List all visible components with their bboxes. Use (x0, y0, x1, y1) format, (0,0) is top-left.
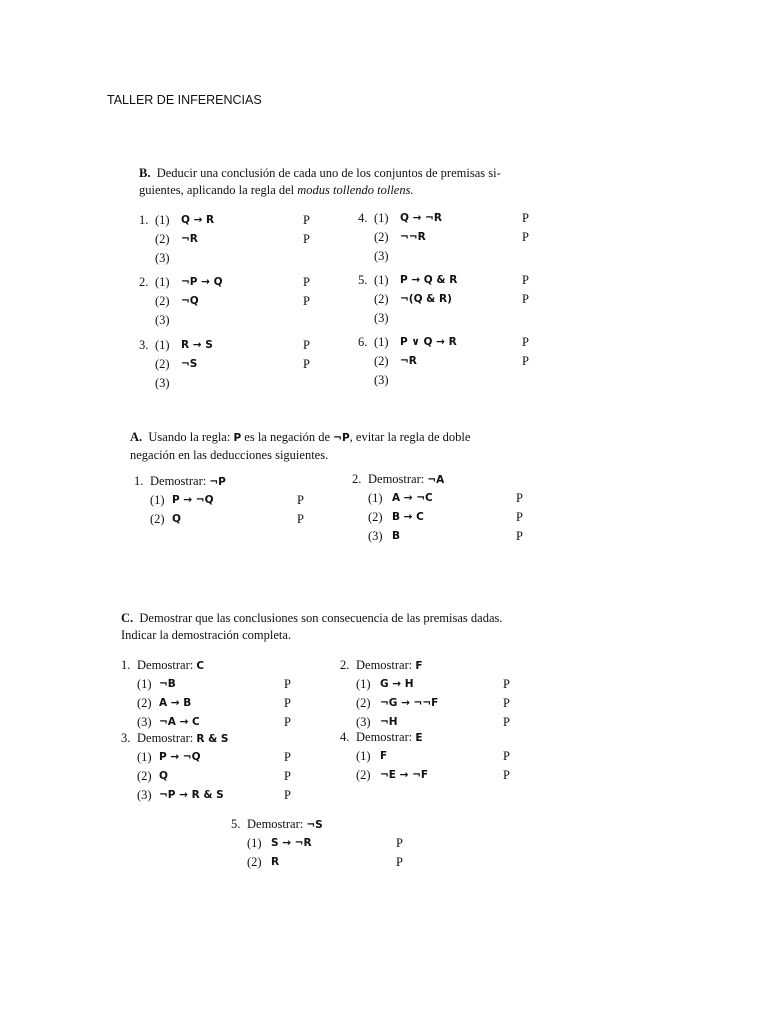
exercise-number: 4. (358, 211, 368, 225)
exercise-title (340, 656, 530, 675)
line-index: (3) (368, 529, 383, 543)
premise-label: P (284, 750, 291, 764)
formula: ¬H (380, 716, 398, 728)
exercise-number: 2. (340, 658, 350, 672)
formula: P ∨ Q → R (400, 336, 457, 348)
exercise-number: 5. (231, 817, 241, 831)
demostrar-label: Demostrar: (137, 658, 194, 672)
line-index: (3) (155, 376, 170, 390)
formula: Q (172, 513, 181, 525)
exercise-title (121, 656, 311, 675)
demostrar-label: Demostrar: (356, 730, 413, 744)
formula: P → ¬Q (172, 494, 214, 506)
exercise-number: 4. (340, 730, 350, 744)
section-c-text: Demostrar que las conclusiones son consecuencia de las premisas dadas. (139, 611, 503, 625)
exercise-number: 5. (358, 273, 368, 287)
goal-formula: ¬A (427, 474, 445, 486)
c-exercise-4 (340, 728, 530, 785)
formula: ¬P (333, 432, 350, 444)
premise-label: P (516, 529, 523, 543)
demostrar-label: Demostrar: (137, 731, 194, 745)
section-c-heading (121, 610, 551, 644)
section-c-letter: C. (121, 611, 134, 625)
exercise-line (121, 748, 311, 767)
line-index: (2) (150, 512, 165, 526)
formula: B → C (392, 511, 424, 523)
line-index: (2) (155, 232, 170, 246)
formula: P → Q & R (400, 274, 458, 286)
b-exercise-1 (139, 211, 339, 268)
exercise-line (340, 675, 530, 694)
exercise-title (121, 729, 311, 748)
line-index: (1) (374, 273, 389, 287)
premise-label: P (516, 491, 523, 505)
exercise-number: 3. (121, 731, 131, 745)
exercise-line (358, 247, 538, 266)
b-exercise-4 (358, 209, 538, 266)
b-exercise-2 (139, 273, 339, 330)
exercise-line (358, 271, 538, 290)
premise-label: P (297, 512, 304, 526)
line-index: (1) (137, 677, 152, 691)
formula: B (392, 530, 401, 542)
formula: P → ¬Q (159, 751, 201, 763)
exercise-number: 1. (139, 213, 149, 227)
page-title: TALLER DE INFERENCIAS (107, 93, 262, 107)
exercise-number: 2. (352, 472, 362, 486)
line-index: (3) (137, 715, 152, 729)
exercise-title-text (137, 729, 228, 749)
demostrar-label: Demostrar: (356, 658, 413, 672)
premise-label: P (522, 211, 529, 225)
exercise-line (231, 853, 421, 872)
exercise-line (139, 249, 339, 268)
a-exercise-2 (352, 470, 542, 546)
premise-label: P (284, 696, 291, 710)
formula: S → ¬R (271, 837, 312, 849)
exercise-number: 3. (139, 338, 149, 352)
exercise-line (358, 228, 538, 247)
section-a-letter: A. (130, 430, 143, 444)
exercise-line (121, 675, 311, 694)
goal-formula: C (196, 660, 205, 672)
line-index: (1) (137, 750, 152, 764)
b-exercise-5 (358, 271, 538, 328)
line-index: (1) (155, 275, 170, 289)
premise-label: P (284, 715, 291, 729)
premise-label: P (503, 768, 510, 782)
section-a-text: negación en las deducciones siguientes. (130, 448, 329, 462)
line-index: (2) (155, 357, 170, 371)
goal-formula: R & S (196, 733, 229, 745)
exercise-line (358, 290, 538, 309)
exercise-title (352, 470, 542, 489)
goal-formula: ¬S (306, 819, 323, 831)
exercise-title-text (356, 656, 423, 676)
line-index: (1) (356, 749, 371, 763)
section-b-text-2: guientes, aplicando la regla del (139, 183, 298, 197)
formula: ¬R (181, 233, 198, 245)
a-exercise-1 (134, 472, 324, 529)
c-exercise-3 (121, 729, 311, 805)
line-index: (2) (374, 292, 389, 306)
premise-label: P (303, 294, 310, 308)
formula: ¬A → C (159, 716, 200, 728)
premise-label: P (284, 769, 291, 783)
line-index: (1) (155, 338, 170, 352)
line-index: (2) (356, 768, 371, 782)
exercise-line (352, 489, 542, 508)
premise-label: P (522, 230, 529, 244)
line-index: (2) (374, 354, 389, 368)
exercise-line (358, 333, 538, 352)
b-exercise-6 (358, 333, 538, 390)
line-index: (2) (368, 510, 383, 524)
exercise-line (139, 311, 339, 330)
premise-label: P (396, 836, 403, 850)
line-index: (3) (356, 715, 371, 729)
premise-label: P (503, 715, 510, 729)
exercise-line (139, 230, 339, 249)
premise-label: P (503, 677, 510, 691)
formula: ¬(Q & R) (400, 293, 452, 305)
exercise-line (139, 292, 339, 311)
c-exercise-5 (231, 815, 421, 872)
formula: R (271, 856, 280, 868)
exercise-line (121, 786, 311, 805)
exercise-line (340, 747, 530, 766)
exercise-line (352, 527, 542, 546)
premise-label: P (522, 292, 529, 306)
section-b-heading (139, 165, 569, 199)
exercise-title-text (368, 470, 444, 490)
formula: ¬Q (181, 295, 199, 307)
premise-label: P (503, 696, 510, 710)
premise-label: P (303, 357, 310, 371)
c-exercise-1 (121, 656, 311, 732)
line-index: (3) (374, 373, 389, 387)
exercise-title-text (247, 815, 323, 835)
formula: P (233, 432, 242, 444)
demostrar-label: Demostrar: (368, 472, 425, 486)
line-index: (1) (155, 213, 170, 227)
line-index: (1) (247, 836, 262, 850)
exercise-number: 1. (134, 474, 144, 488)
exercise-number: 6. (358, 335, 368, 349)
formula: ¬P → R & S (159, 789, 224, 801)
exercise-number: 2. (139, 275, 149, 289)
line-index: (3) (374, 249, 389, 263)
line-index: (1) (150, 493, 165, 507)
section-b-text-1: Deducir una conclusión de cada uno de los conjuntos de premisas si- (156, 166, 501, 180)
exercise-line (352, 508, 542, 527)
line-index: (1) (374, 211, 389, 225)
exercise-line (139, 355, 339, 374)
exercise-line (340, 766, 530, 785)
line-index: (2) (155, 294, 170, 308)
exercise-line (139, 336, 339, 355)
premise-label: P (303, 232, 310, 246)
formula: ¬R (400, 355, 417, 367)
premise-label: P (297, 493, 304, 507)
exercise-title (231, 815, 421, 834)
formula: ¬B (159, 678, 176, 690)
line-index: (3) (137, 788, 152, 802)
line-index: (3) (155, 313, 170, 327)
premise-label: P (396, 855, 403, 869)
exercise-line (340, 694, 530, 713)
premise-label: P (516, 510, 523, 524)
exercise-line (121, 694, 311, 713)
formula: Q (159, 770, 168, 782)
formula: ¬S (181, 358, 198, 370)
line-index: (1) (368, 491, 383, 505)
exercise-number: 1. (121, 658, 131, 672)
goal-formula: E (415, 732, 423, 744)
exercise-title-text (356, 728, 423, 748)
section-b-letter: B. (139, 166, 151, 180)
exercise-line (121, 767, 311, 786)
premise-label: P (303, 275, 310, 289)
exercise-line (134, 491, 324, 510)
c-exercise-2 (340, 656, 530, 732)
premise-label: P (522, 273, 529, 287)
goal-formula: F (415, 660, 423, 672)
section-a-text: , evitar la regla de doble (349, 430, 471, 444)
exercise-line (134, 510, 324, 529)
section-a-heading (130, 429, 560, 464)
exercise-line (139, 273, 339, 292)
demostrar-label: Demostrar: (247, 817, 304, 831)
formula: G → H (380, 678, 414, 690)
formula: ¬P → Q (181, 276, 223, 288)
premise-label: P (303, 213, 310, 227)
line-index: (2) (247, 855, 262, 869)
formula: ¬G → ¬¬F (380, 697, 439, 709)
premise-label: P (503, 749, 510, 763)
line-index: (2) (137, 769, 152, 783)
formula: A → B (159, 697, 192, 709)
exercise-line (358, 309, 538, 328)
line-index: (2) (374, 230, 389, 244)
premise-label: P (284, 677, 291, 691)
section-a-text: es la negación de (241, 430, 334, 444)
exercise-line (139, 374, 339, 393)
premise-label: P (522, 354, 529, 368)
section-b-rule-name: modus tollendo tollens. (297, 183, 414, 197)
exercise-line (139, 211, 339, 230)
exercise-line (358, 352, 538, 371)
line-index: (2) (137, 696, 152, 710)
line-index: (3) (155, 251, 170, 265)
premise-label: P (522, 335, 529, 349)
section-c-text: Indicar la demostración completa. (121, 628, 292, 642)
goal-formula: ¬P (209, 476, 226, 488)
formula: R → S (181, 339, 213, 351)
exercise-line (358, 371, 538, 390)
premise-label: P (303, 338, 310, 352)
formula: ¬E → ¬F (380, 769, 429, 781)
exercise-title (134, 472, 324, 491)
exercise-title-text (150, 472, 226, 492)
exercise-line (231, 834, 421, 853)
formula: Q → ¬R (400, 212, 442, 224)
b-exercise-3 (139, 336, 339, 393)
formula: F (380, 750, 388, 762)
line-index: (2) (356, 696, 371, 710)
exercise-title-text (137, 656, 204, 676)
line-index: (1) (356, 677, 371, 691)
line-index: (1) (374, 335, 389, 349)
premise-label: P (284, 788, 291, 802)
formula: Q → R (181, 214, 215, 226)
exercise-title (340, 728, 530, 747)
exercise-line (358, 209, 538, 228)
formula: A → ¬C (392, 492, 433, 504)
line-index: (3) (374, 311, 389, 325)
demostrar-label: Demostrar: (150, 474, 207, 488)
formula: ¬¬R (400, 231, 426, 243)
section-a-text: Usando la regla: (148, 430, 234, 444)
